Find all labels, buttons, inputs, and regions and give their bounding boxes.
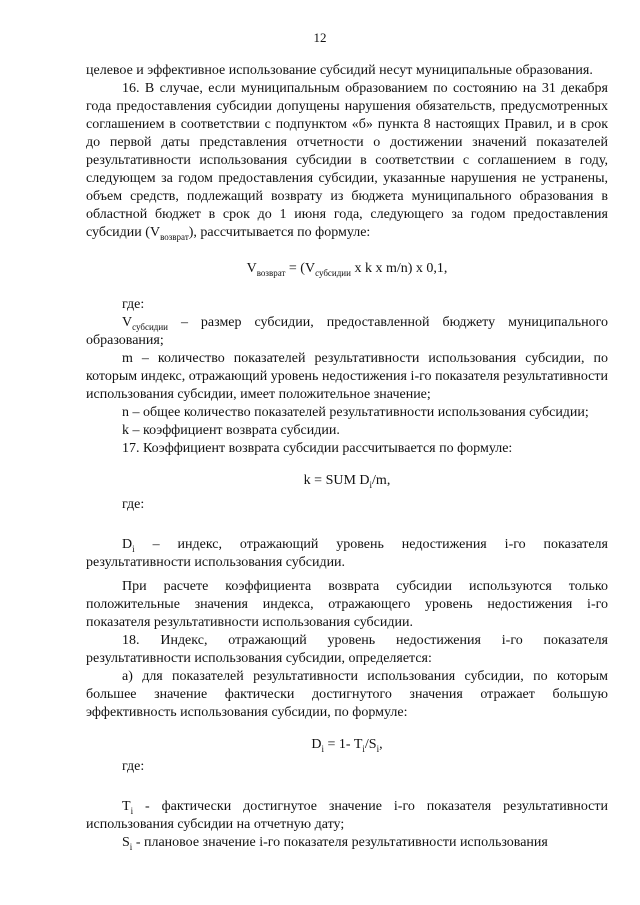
symbol-v: V	[122, 315, 133, 330]
paragraph-16	[86, 80, 608, 242]
definition-v-subsidy	[86, 314, 608, 350]
formula-rest: x k x m/n) x 0,1,	[350, 261, 448, 276]
definition-v-text: – размер субсидии, предоставленной бюджету муниципального образования;	[86, 315, 608, 348]
formula-d-sub: i	[321, 743, 325, 754]
where-label-3: где:	[122, 759, 145, 774]
paragraph-intro: целевое и эффективное использование субсидий несут муниципальные образования.	[86, 63, 593, 78]
formula-k-sub: i	[369, 479, 373, 490]
formula-s-sub: i	[376, 743, 380, 754]
definition-di-text: – индекс, отражающий уровень недостижения i-го показателя результативности использования субсидии.	[86, 537, 608, 570]
where-label-2: где:	[122, 497, 145, 512]
formula-s: /S	[364, 737, 377, 752]
definition-m: m – количество показателей результативности использования субсидии, по которым индекс, отражающий уровень недостижения i-го показателя результативности использования субсидии, имеет положительное значение;	[86, 351, 608, 402]
formula-k-left: k = SUM D	[303, 473, 370, 488]
formula-coefficient	[86, 472, 608, 490]
formula-d-end: ,	[379, 737, 383, 752]
definition-si-text: - плановое значение i-го показателя результативности использования	[132, 835, 548, 850]
symbol-d: D	[122, 537, 133, 552]
definition-k: k – коэффициент возврата субсидии.	[122, 423, 340, 438]
symbol-t: T	[122, 799, 131, 814]
document-body	[86, 62, 608, 852]
symbol-s-sub: i	[129, 841, 133, 852]
definition-ti-text: - фактически достигнутое значение i-го показателя результативности использования субсидии на отчетную дату;	[86, 799, 608, 832]
symbol-t-sub: i	[130, 805, 134, 816]
paragraph-16-end: ), рассчитывается по формуле:	[188, 225, 371, 240]
page-number: 12	[313, 30, 327, 45]
symbol-s: S	[122, 835, 130, 850]
definition-n: n – общее количество показателей результативности использования субсидии;	[122, 405, 589, 420]
paragraph-16-text: 16. В случае, если муниципальным образованием по состоянию на 31 декабря года предоставления субсидии допущены нарушения обязательств, предусмотренных соглашением в соответствии с подпунктом «б» пункта 8 настоящих Правил, и в срок до первой даты представления отчетности о достижении значений показателей результативности использования субсидии в соответствии с соглашением в году, следующем за годом предоставления субсидии, указанные нарушения не устранены, объем средств, подлежащий возврату из бюджета муниципального образования в областной бюджет в срок до 1 июня года, следующего за годом предоставления субсидии (V	[86, 81, 608, 240]
formula-s-sub: субсидии	[315, 267, 351, 278]
formula-index	[86, 736, 608, 754]
formula-v-sub: возврат	[256, 267, 286, 278]
formula-return-volume	[86, 260, 608, 278]
where-label-1: где:	[122, 297, 145, 312]
symbol-v-sub: субсидии	[132, 321, 168, 332]
paragraph-calculation: При расчете коэффициента возврата субсидии используются только положительные значения индекса, отражающего уровень недостижения i-го показателя результативности использования субсидии.	[86, 579, 608, 630]
paragraph-18a: а) для показателей результативности использования субсидии, по которым большее значение фактически достигнутого значения отражает большую эффективность использования субсидии, по формуле:	[86, 669, 608, 720]
paragraph-18: 18. Индекс, отражающий уровень недостижения i-го показателя результативности использования субсидии, определяется:	[86, 633, 608, 666]
formula-eq: = (V	[285, 261, 316, 276]
formula-d-mid: = 1- T	[324, 737, 363, 752]
definition-ti	[86, 798, 608, 834]
formula-v: V	[246, 261, 257, 276]
symbol-d-sub: i	[132, 543, 135, 554]
formula-d: D	[311, 737, 322, 752]
definition-di	[86, 536, 608, 572]
definition-si	[86, 834, 608, 852]
formula-t-sub: i	[362, 743, 365, 754]
paragraph-17: 17. Коэффициент возврата субсидии рассчитывается по формуле:	[122, 441, 513, 456]
paragraph-16-subscript: возврат	[160, 231, 189, 242]
formula-k-right: /m,	[372, 473, 391, 488]
